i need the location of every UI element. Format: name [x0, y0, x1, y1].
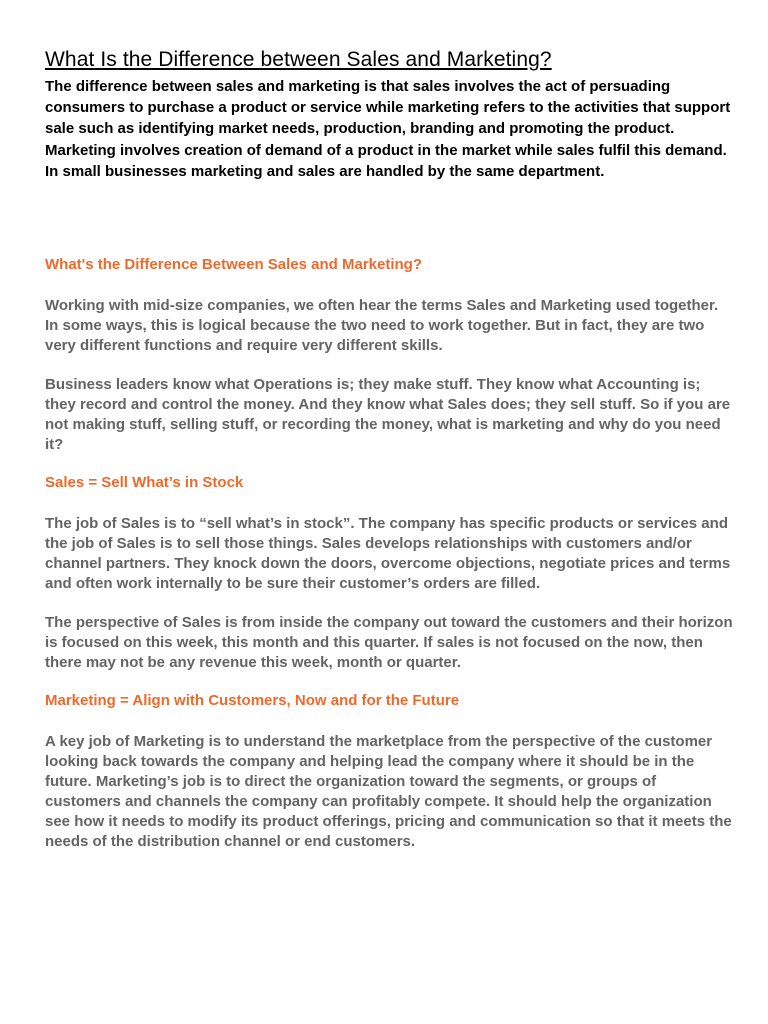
section-heading-difference: What's the Difference Between Sales and Marketing?	[45, 256, 422, 274]
document-title: What Is the Difference between Sales and Marketing?	[45, 48, 552, 71]
section-paragraph: The job of Sales is to “sell what’s in stock”. The company has specific products or services and the job of Sales is to sell those things. Sales develops relationships with customers and/or channel partners. They knock down the doors, overcome objections, negotiate prices and terms and often work internally to be sure their customer’s orders are filled.	[45, 515, 731, 593]
section-paragraph: The perspective of Sales is from inside the company out toward the customers and their horizon is focused on this week, this month and this quarter. If sales is not focused on the now, then there may not be any revenue this week, month or quarter.	[45, 614, 733, 672]
section-paragraph: Business leaders know what Operations is; they make stuff. They know what Accounting is; they record and control the money. And they know what Sales does; they sell stuff. So if you are not making stuff, selling stuff, or recording the money, what is marketing and why do you need it?	[45, 376, 731, 454]
section-heading-marketing: Marketing = Align with Customers, Now and for the Future	[45, 692, 460, 710]
intro-paragraph: The difference between sales and marketing is that sales involves the act of persuading consumers to purchase a product or service while marketing refers to the activities that support sale such as identifying market needs, production, branding and promoting the product. Marketing involves creation of demand of a product in the market while sales fulfil this demand. In small businesses marketing and sales are handled by the same department.	[45, 78, 731, 180]
section-heading-sales: Sales = Sell What’s in Stock	[45, 474, 244, 492]
section-paragraph: Working with mid-size companies, we often hear the terms Sales and Marketing used together. In some ways, this is logical because the two need to work together. But in fact, they are two very different functions and require very different skills.	[45, 297, 719, 355]
section-paragraph: A key job of Marketing is to understand the marketplace from the perspective of the customer looking back towards the company and helping lead the company where it should be in the future. Marketing’s job is to direct the organization toward the segments, or groups of customers and channels the company can profitably compete. It should help the organization see how it needs to modify its product offerings, pricing and communication so that it meets the needs of the distribution channel or end customers.	[45, 733, 732, 851]
document-page	[45, 46, 735, 852]
